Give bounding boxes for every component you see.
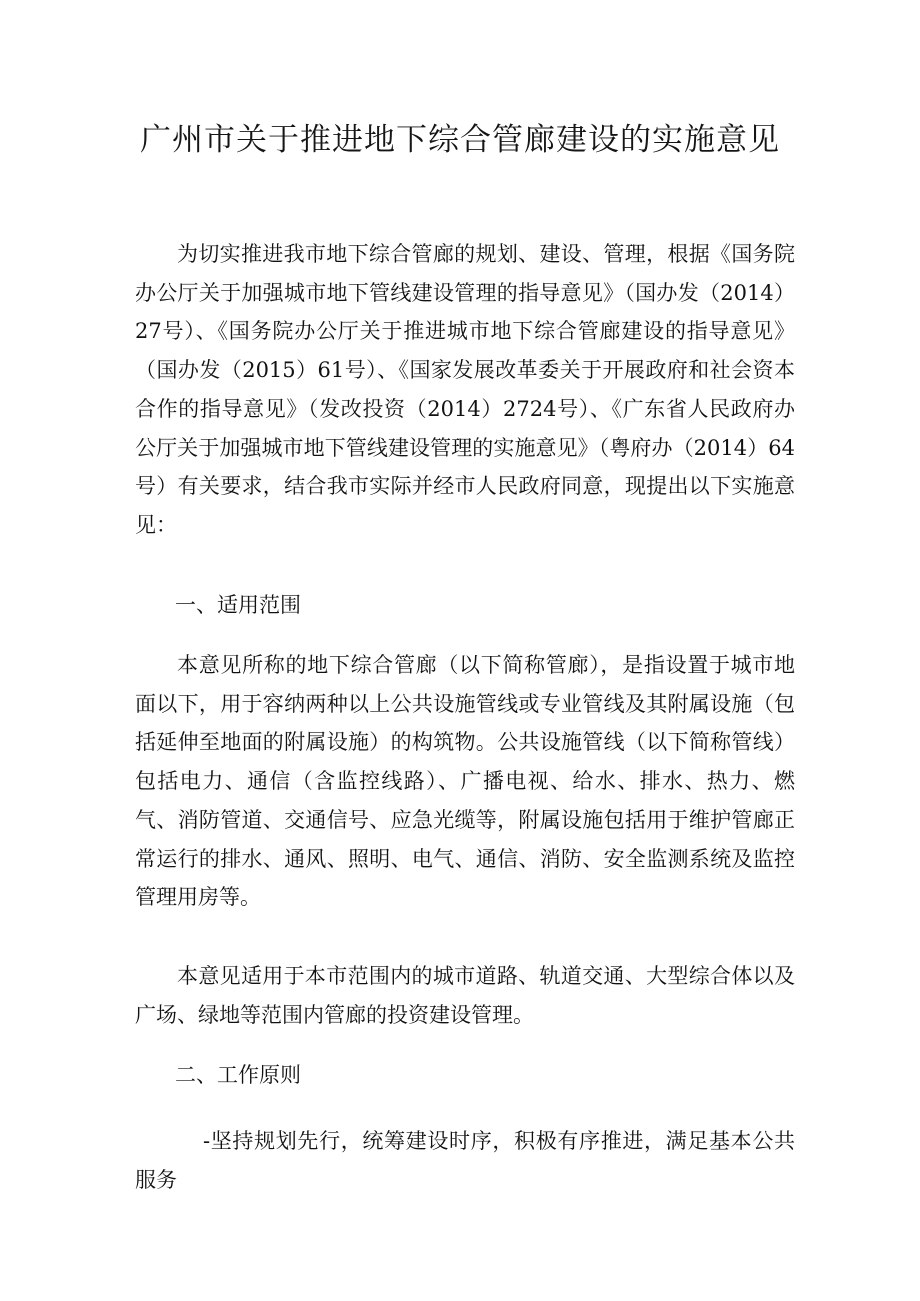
scope-paragraph-definition: 本意见所称的地下综合管廊（以下简称管廊），是指设置于城市地面以下，用于容纳两种以上公共设施管线或专业管线及其附属设施（包括延伸至地面的附属设施）的构筑物。公共设施管线（以下简称管线）包括电力、通信（含监控线路）、广播电视、给水、排水、热力、燃气、消防管道、交通信号、应急光缆等，附属设施包括用于维护管廊正常运行的排水、通风、照明、电气、通信、消防、安全监测系统及监控管理用房等。 (135, 653, 795, 910)
document-title: 广州市关于推进地下综合管廊建设的实施意见 (140, 122, 780, 158)
intro-paragraph: 为切实推进我市地下综合管廊的规划、建设、管理，根据《国务院办公厅关于加强城市地下管线建设管理的指导意见》（国办发（2014）27号）、《国务院办公厅关于推进城市地下综合管廊建设的指导意见》（国办发（2015）61号）、《国家发展改革委关于开展政府和社会资本合作的指导意见》（发改投资（2014）2724号）、《广东省人民政府办公厅关于加强城市地下管线建设管理的实施意见》（粤府办（2014）64号）有关要求，结合我市实际并经市人民政府同意，现提出以下实施意见： (135, 242, 795, 537)
principles-paragraph-first: -坚持规划先行，统筹建设时序，积极有序推进，满足基本公共服务 (135, 1129, 795, 1192)
section-heading-scope: 一、适用范围 (175, 593, 301, 617)
scope-paragraph-applicability: 本意见适用于本市范围内的城市道路、轨道交通、大型综合体以及广场、绿地等范围内管廊的投资建设管理。 (135, 964, 795, 1027)
section-heading-principles: 二、工作原则 (175, 1063, 301, 1087)
